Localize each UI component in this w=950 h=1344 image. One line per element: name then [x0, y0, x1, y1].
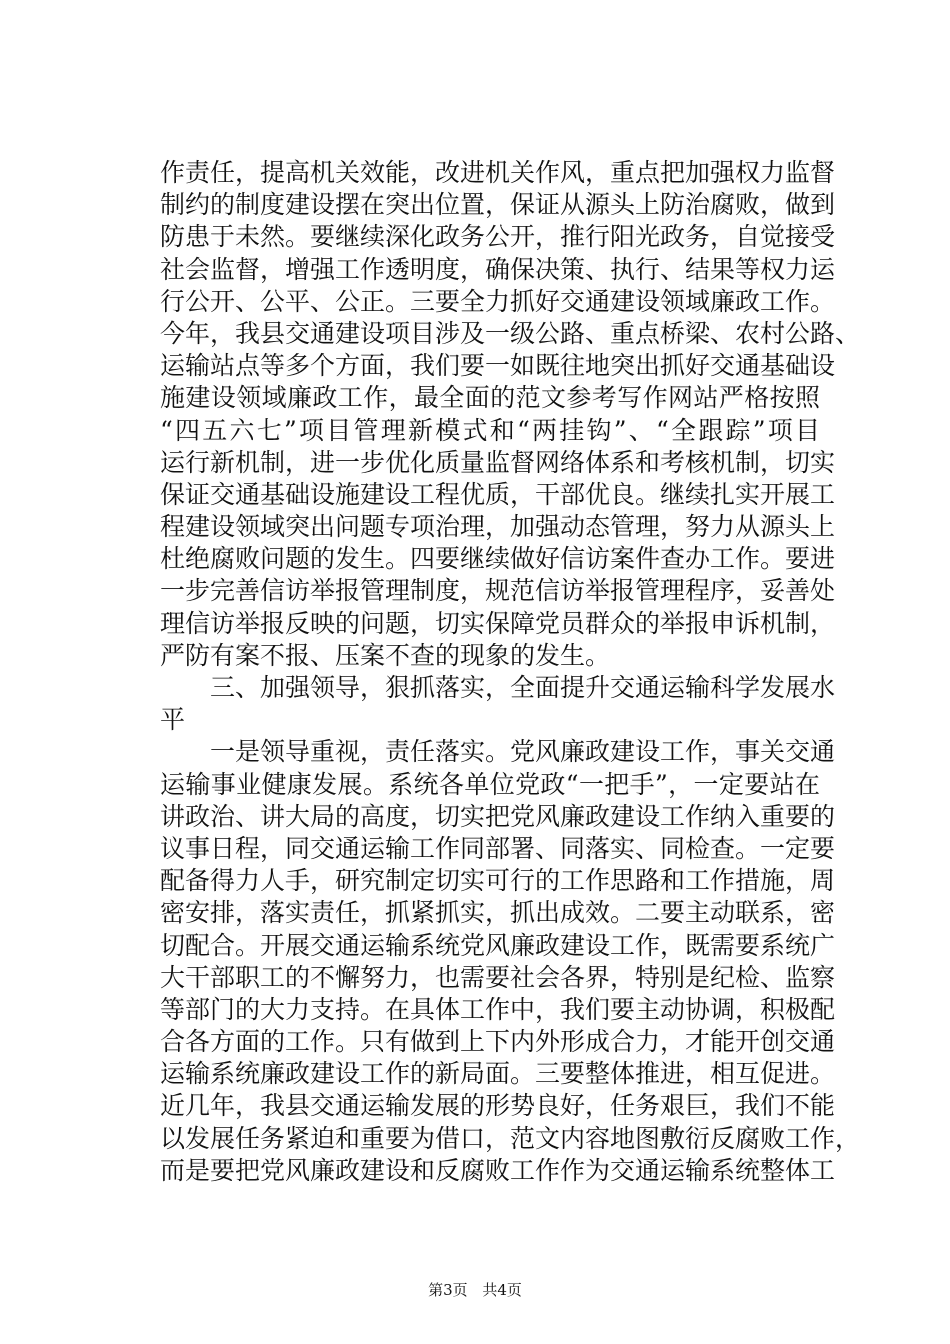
text-line: 切配合。开展交通运输系统党风廉政建设工作，既需要系统广: [160, 930, 836, 960]
text-line: 社会监督，增强工作透明度，确保决策、执行、结果等权力运: [160, 254, 836, 284]
text-line: 一是领导重视，责任落实。党风廉政建设工作，事关交通: [210, 737, 836, 767]
text-line: 议事日程，同交通运输工作同部署、同落实、同检查。一定要: [160, 833, 836, 863]
text-line: 今年，我县交通建设项目涉及一级公路、重点桥梁、农村公路、: [160, 318, 861, 348]
text-line: 一步完善信访举报管理制度，规范信访举报管理程序，妥善处: [160, 576, 836, 606]
text-line: 等部门的大力支持。在具体工作中，我们要主动协调，积极配: [160, 994, 836, 1024]
page-number: 第3页: [428, 1281, 468, 1299]
document-body: [160, 157, 861, 1187]
text-line: 运输系统廉政建设工作的新局面。三要整体推进，相互促进。: [160, 1059, 836, 1089]
text-line: “四五六七”项目管理新模式和“两挂钩”、“全跟踪”项目: [160, 415, 820, 445]
text-line: 以发展任务紧迫和重要为借口，范文内容地图敷衍反腐败工作，: [160, 1123, 861, 1153]
text-line: 三、加强领导，狠抓落实，全面提升交通运输科学发展水: [210, 673, 836, 702]
page-total: 共4页: [482, 1281, 522, 1299]
text-line: 合各方面的工作。只有做到上下内外形成合力，才能开创交通: [160, 1027, 836, 1057]
text-line: 杜绝腐败问题的发生。四要继续做好信访案件查办工作。要进: [160, 544, 836, 574]
text-line: 防患于未然。要继续深化政务公开，推行阳光政务，自觉接受: [160, 222, 836, 252]
text-line: 严防有案不报、压案不查的现象的发生。: [160, 640, 611, 670]
text-line: 施建设领域廉政工作，最全面的范文参考写作网站严格按照: [160, 383, 820, 413]
text-line: 密安排，落实责任，抓紧抓实，抓出成效。二要主动联系，密: [160, 898, 836, 928]
text-line: 作责任，提高机关效能，改进机关作风，重点把加强权力监督: [160, 158, 836, 187]
page-footer: [0, 1280, 950, 1300]
text-line: 理信访举报反映的问题，切实保障党员群众的举报申诉机制，: [160, 608, 836, 638]
text-line: 大干部职工的不懈努力，也需要社会各界，特别是纪检、监察: [160, 962, 836, 992]
text-line: 程建设领域突出问题专项治理，加强动态管理，努力从源头上: [160, 512, 836, 542]
text-line: 运输事业健康发展。系统各单位党政“一把手”，一定要站在: [160, 769, 820, 799]
text-line: 保证交通基础设施建设工程优质，干部优良。继续扎实开展工: [160, 479, 836, 509]
text-line: 配备得力人手，研究制定切实可行的工作思路和工作措施，周: [160, 866, 836, 896]
text-line: 制约的制度建设摆在突出位置，保证从源头上防治腐败，做到: [160, 190, 836, 220]
text-line: 近几年，我县交通运输发展的形势良好，任务艰巨，我们不能: [160, 1091, 836, 1121]
text-line: 讲政治、讲大局的高度，切实把党风廉政建设工作纳入重要的: [160, 801, 836, 831]
text-line: 运行新机制，进一步优化质量监督网络体系和考核机制，切实: [160, 447, 836, 477]
text-line: 而是要把党风廉政建设和反腐败工作作为交通运输系统整体工: [160, 1155, 836, 1185]
text-line: 运输站点等多个方面，我们要一如既往地突出抓好交通基础设: [160, 351, 836, 381]
text-line: 行公开、公平、公正。三要全力抓好交通建设领域廉政工作。: [160, 286, 836, 316]
text-line: 平: [160, 705, 186, 735]
